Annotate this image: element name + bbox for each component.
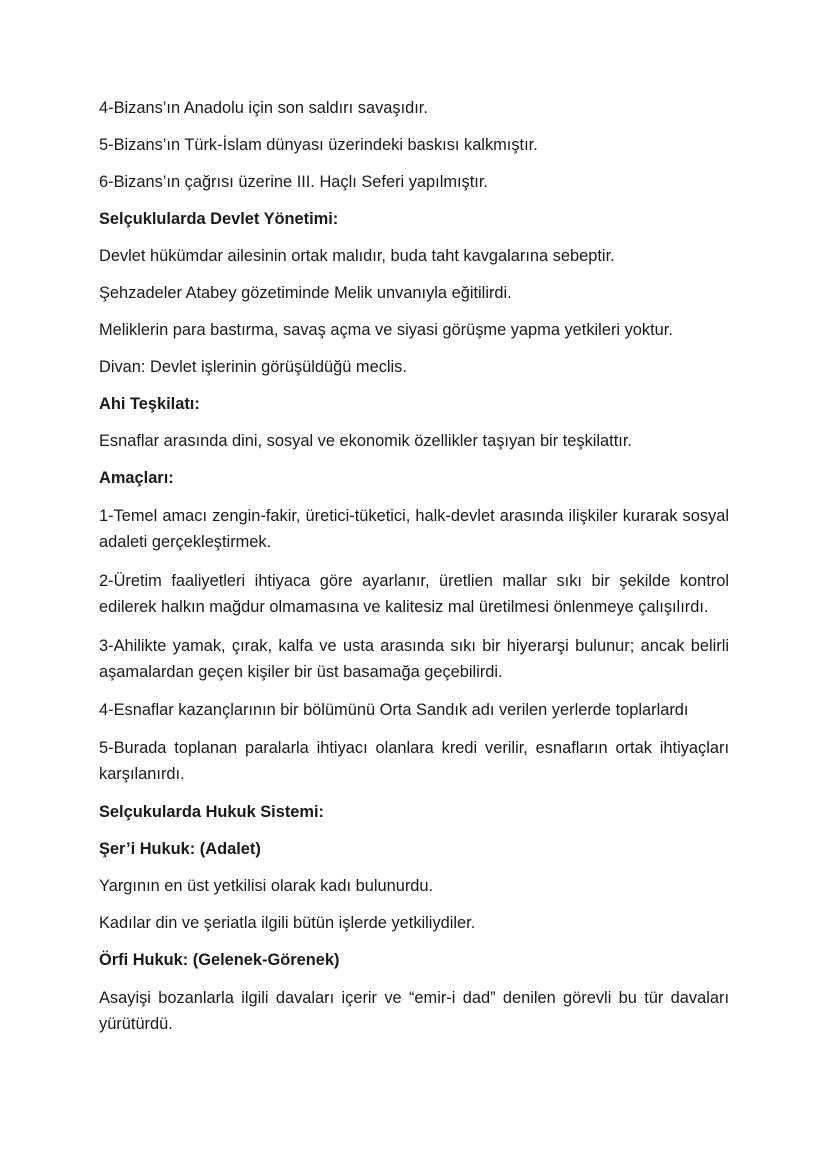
paragraph: Asayişi bozanlarla ilgili davaları içerir ve “emir-i dad” denilen görevli bu tür davaları yürütürdü.: [99, 989, 729, 1033]
paragraph: 3-Ahilikte yamak, çırak, kalfa ve usta arasında sıkı bir hiyerarşi bulunur; ancak belirli aşamalardan geçen kişiler bir üst basamağa geçebilirdi.: [99, 637, 729, 681]
paragraph: 5-Burada toplanan paralarla ihtiyacı olanlara kredi verilir, esnafların ortak ihtiyaçları karşılanırdı.: [99, 739, 729, 783]
paragraph: Divan: Devlet işlerinin görüşüldüğü meclis.: [99, 358, 407, 376]
paragraph: 1-Temel amacı zengin-fakir, üretici-tüketici, halk-devlet arasında ilişkiler kurarak sosyal adaleti gerçekleştirmek.: [99, 507, 729, 551]
paragraph: Esnaflar arasında dini, sosyal ve ekonomik özellikler taşıyan bir teşkilattır.: [99, 432, 632, 450]
paragraph: 4-Esnaflar kazançlarının bir bölümünü Orta Sandık adı verilen yerlerde toplarlardı: [99, 701, 689, 719]
section-heading: Örfi Hukuk: (Gelenek-Görenek): [99, 951, 340, 969]
section-heading: Amaçları:: [99, 469, 174, 487]
section-heading: Selçukularda Hukuk Sistemi:: [99, 803, 324, 821]
paragraph: Devlet hükümdar ailesinin ortak malıdır, buda taht kavgalarına sebeptir.: [99, 247, 615, 265]
section-heading: Şer’i Hukuk: (Adalet): [99, 840, 261, 858]
paragraph: 5-Bizans’ın Türk-İslam dünyası üzerindeki baskısı kalkmıştır.: [99, 136, 538, 154]
paragraph: 6-Bizans’ın çağrısı üzerine III. Haçlı Seferi yapılmıştır.: [99, 173, 488, 191]
paragraph: Şehzadeler Atabey gözetiminde Melik unvanıyla eğitilirdi.: [99, 284, 512, 302]
section-heading: Selçuklularda Devlet Yönetimi:: [99, 210, 339, 228]
paragraph: 4-Bizans’ın Anadolu için son saldırı savaşıdır.: [99, 99, 428, 117]
paragraph: Meliklerin para bastırma, savaş açma ve siyasi görüşme yapma yetkileri yoktur.: [99, 321, 673, 339]
paragraph: 2-Üretim faaliyetleri ihtiyaca göre ayarlanır, üretlien mallar sıkı bir şekilde kontrol edilerek halkın mağdur olmamasına ve kalitesiz mal üretilmesi önlenmeye çalışılırdı.: [99, 572, 729, 616]
section-heading: Ahi Teşkilatı:: [99, 395, 200, 413]
paragraph: Yargının en üst yetkilisi olarak kadı bulunurdu.: [99, 877, 434, 895]
paragraph: Kadılar din ve şeriatla ilgili bütün işlerde yetkiliydiler.: [99, 914, 476, 932]
